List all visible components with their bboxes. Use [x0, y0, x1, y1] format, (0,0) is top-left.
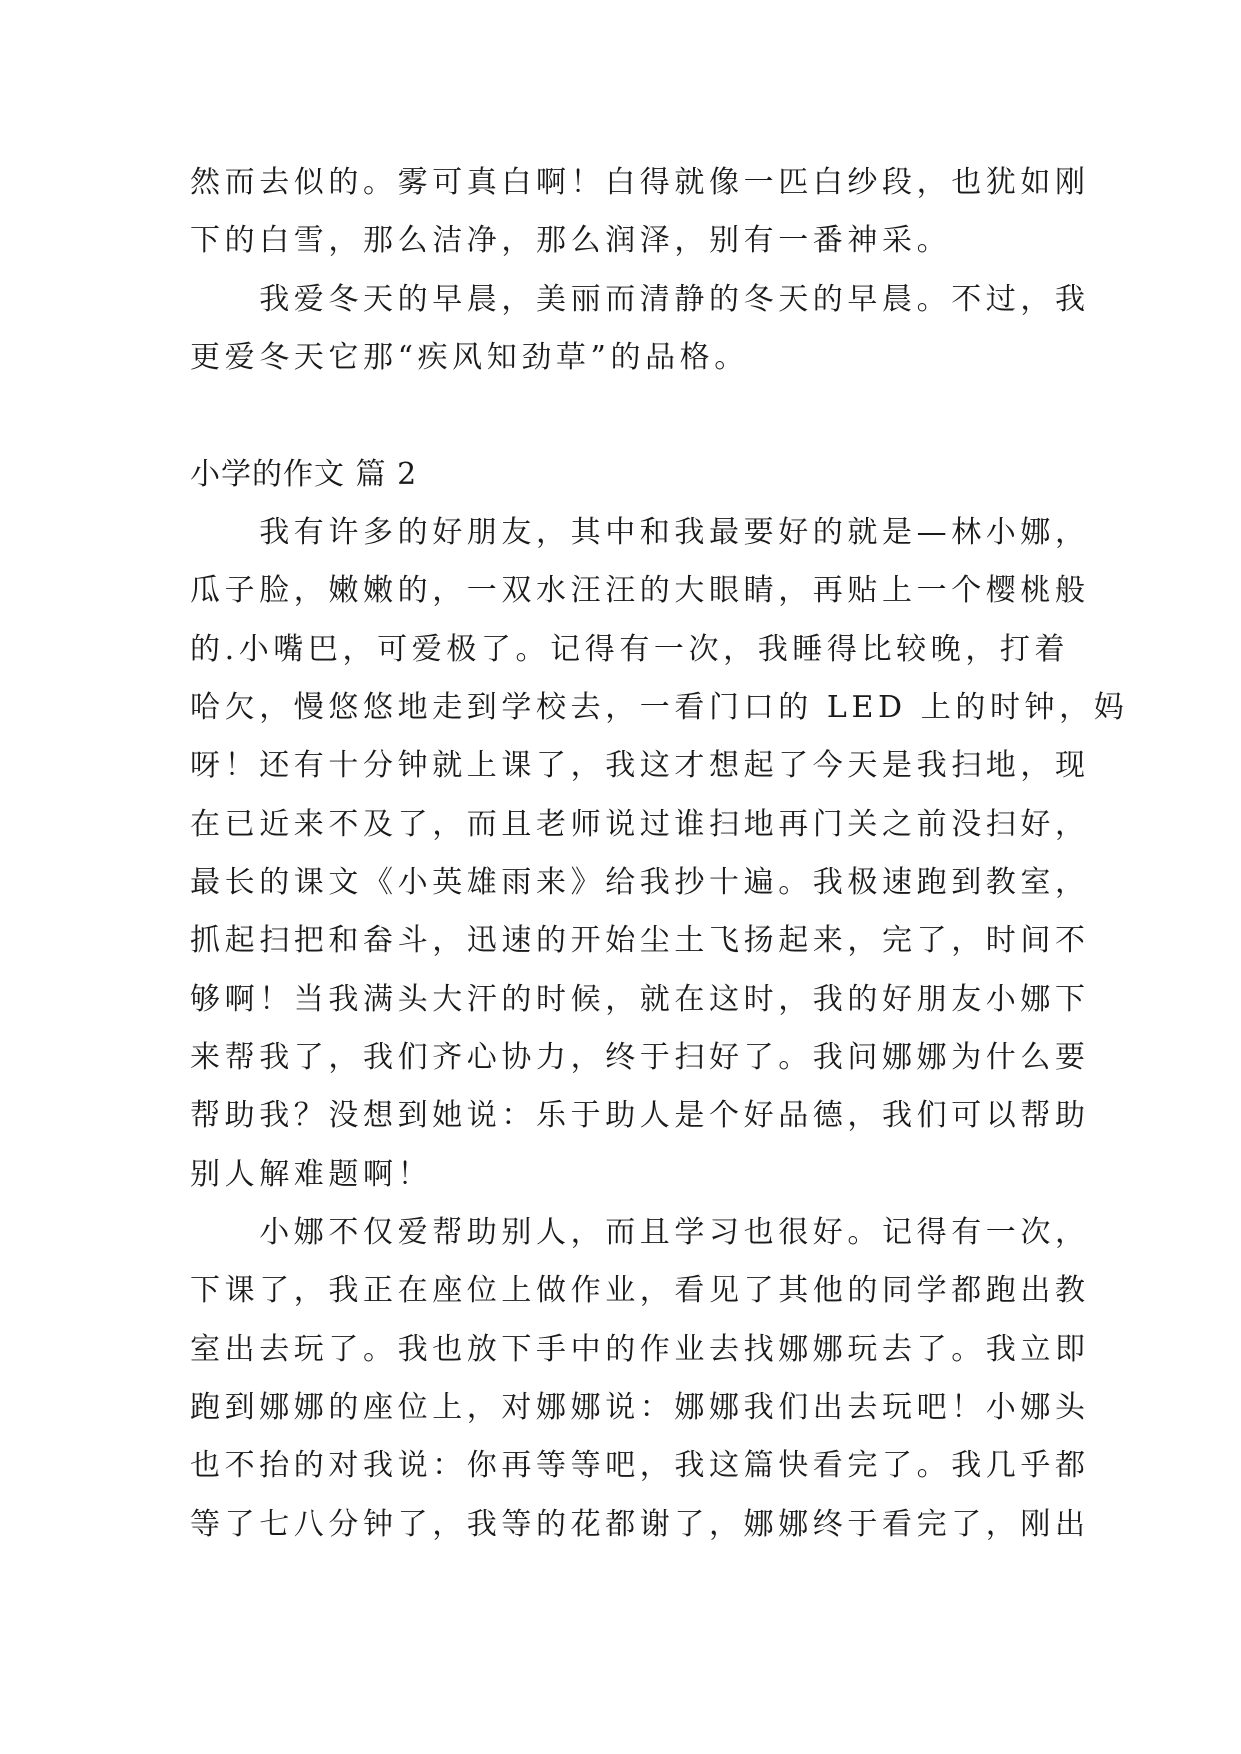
paragraph-line: 下的白雪，那么洁净，那么润泽，别有一番神采。: [190, 223, 952, 258]
paragraph-line: 够啊！当我满头大汗的时候，就在这时，我的好朋友小娜下: [190, 982, 1090, 1017]
paragraph-line: 等了七八分钟了，我等的花都谢了，娜娜终于看完了，刚出: [190, 1507, 1090, 1542]
paragraph-line: 帮助我？没想到她说：乐于助人是个好品德，我们可以帮助: [190, 1098, 1090, 1133]
paragraph-line: 更爱冬天它那“疾风知劲草”的品格。: [190, 340, 749, 375]
paragraph-line: 然而去似的。雾可真白啊！白得就像一匹白纱段，也犹如刚: [190, 165, 1090, 200]
paragraph-line: 的.小嘴巴，可爱极了。记得有一次，我睡得比较晚，打着: [190, 632, 1070, 667]
paragraph-line: 抓起扫把和畚斗，迅速的开始尘土飞扬起来，完了，时间不: [190, 923, 1090, 958]
paragraph-line: 来帮我了，我们齐心协力，终于扫好了。我问娜娜为什么要: [190, 1040, 1090, 1075]
paragraph-line: 最长的课文《小英雄雨来》给我抄十遍。我极速跑到教室，: [190, 865, 1090, 900]
paragraph-line: 瓜子脸，嫩嫩的，一双水汪汪的大眼睛，再贴上一个樱桃般: [190, 573, 1090, 608]
section-heading: 小学的作文 篇 2: [190, 457, 418, 492]
paragraph-line: 哈欠，慢悠悠地走到学校去，一看门口的 LED 上的时钟，妈: [190, 690, 1129, 725]
paragraph-line: 跑到娜娜的座位上，对娜娜说：娜娜我们出去玩吧！小娜头: [190, 1390, 1090, 1425]
paragraph-line: 别人解难题啊！: [190, 1157, 433, 1192]
paragraph-line: 小娜不仅爱帮助别人，而且学习也很好。记得有一次，: [190, 1215, 1090, 1250]
paragraph-line: 在已近来不及了，而且老师说过谁扫地再门关之前没扫好，: [190, 807, 1090, 842]
paragraph-line: 我有许多的好朋友，其中和我最要好的就是—林小娜，: [190, 515, 1090, 550]
paragraph-line: 我爱冬天的早晨，美丽而清静的冬天的早晨。不过，我: [190, 282, 1090, 317]
paragraph-line: 室出去玩了。我也放下手中的作业去找娜娜玩去了。我立即: [190, 1332, 1090, 1367]
paragraph-line: 也不抬的对我说：你再等等吧，我这篇快看完了。我几乎都: [190, 1448, 1090, 1483]
paragraph-line: 下课了，我正在座位上做作业，看见了其他的同学都跑出教: [190, 1273, 1090, 1308]
paragraph-line: 呀！还有十分钟就上课了，我这才想起了今天是我扫地，现: [190, 748, 1090, 783]
